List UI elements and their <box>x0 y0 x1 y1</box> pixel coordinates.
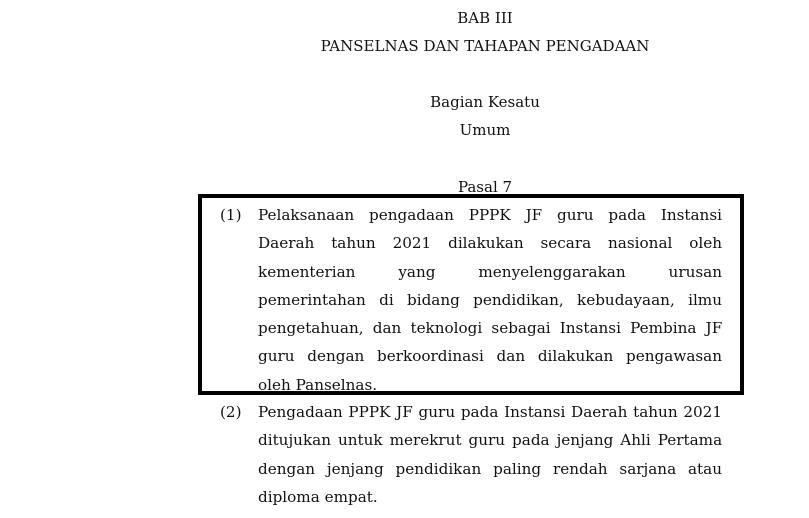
paragraph-line: oleh Panselnas. <box>258 375 378 394</box>
paragraph-line: pemerintahan di bidang pendidikan, kebudayaan, ilmu <box>258 290 722 309</box>
paragraph-line: Daerah tahun 2021 dilakukan secara nasional oleh <box>258 234 722 253</box>
paragraph-2 <box>220 398 722 511</box>
paragraph-number: (2) <box>220 403 242 421</box>
paragraph-1 <box>220 201 722 399</box>
chapter-heading: BAB III <box>457 9 513 27</box>
paragraph-line: pengetahuan, dan teknologi sebagai Instansi Pembina JF <box>258 319 723 338</box>
paragraph-number: (1) <box>220 206 242 224</box>
paragraph-line: Pengadaan PPPK JF guru pada Instansi Daerah tahun 2021 <box>258 403 722 421</box>
paragraph-line: ditujukan untuk merekrut guru pada jenjang Ahli Pertama <box>258 431 723 450</box>
paragraph-line: kementerian yang menyelenggarakan urusan <box>258 262 722 281</box>
paragraph-text <box>258 398 722 511</box>
paragraph-line: dengan jenjang pendidikan paling rendah sarjana atau <box>258 459 722 478</box>
paragraph-text <box>258 201 722 399</box>
paragraph-line: diploma empat. <box>258 487 378 506</box>
paragraph-line: Pelaksanaan pengadaan PPPK JF guru pada Instansi <box>258 206 722 224</box>
article-heading: Pasal 7 <box>457 178 513 196</box>
section-title: Umum <box>459 121 511 139</box>
paragraph-line: guru dengan berkoordinasi dan dilakukan pengawasan <box>258 347 722 366</box>
chapter-title: PANSELNAS DAN TAHAPAN PENGADAAN <box>320 37 650 55</box>
section-heading: Bagian Kesatu <box>430 93 540 111</box>
